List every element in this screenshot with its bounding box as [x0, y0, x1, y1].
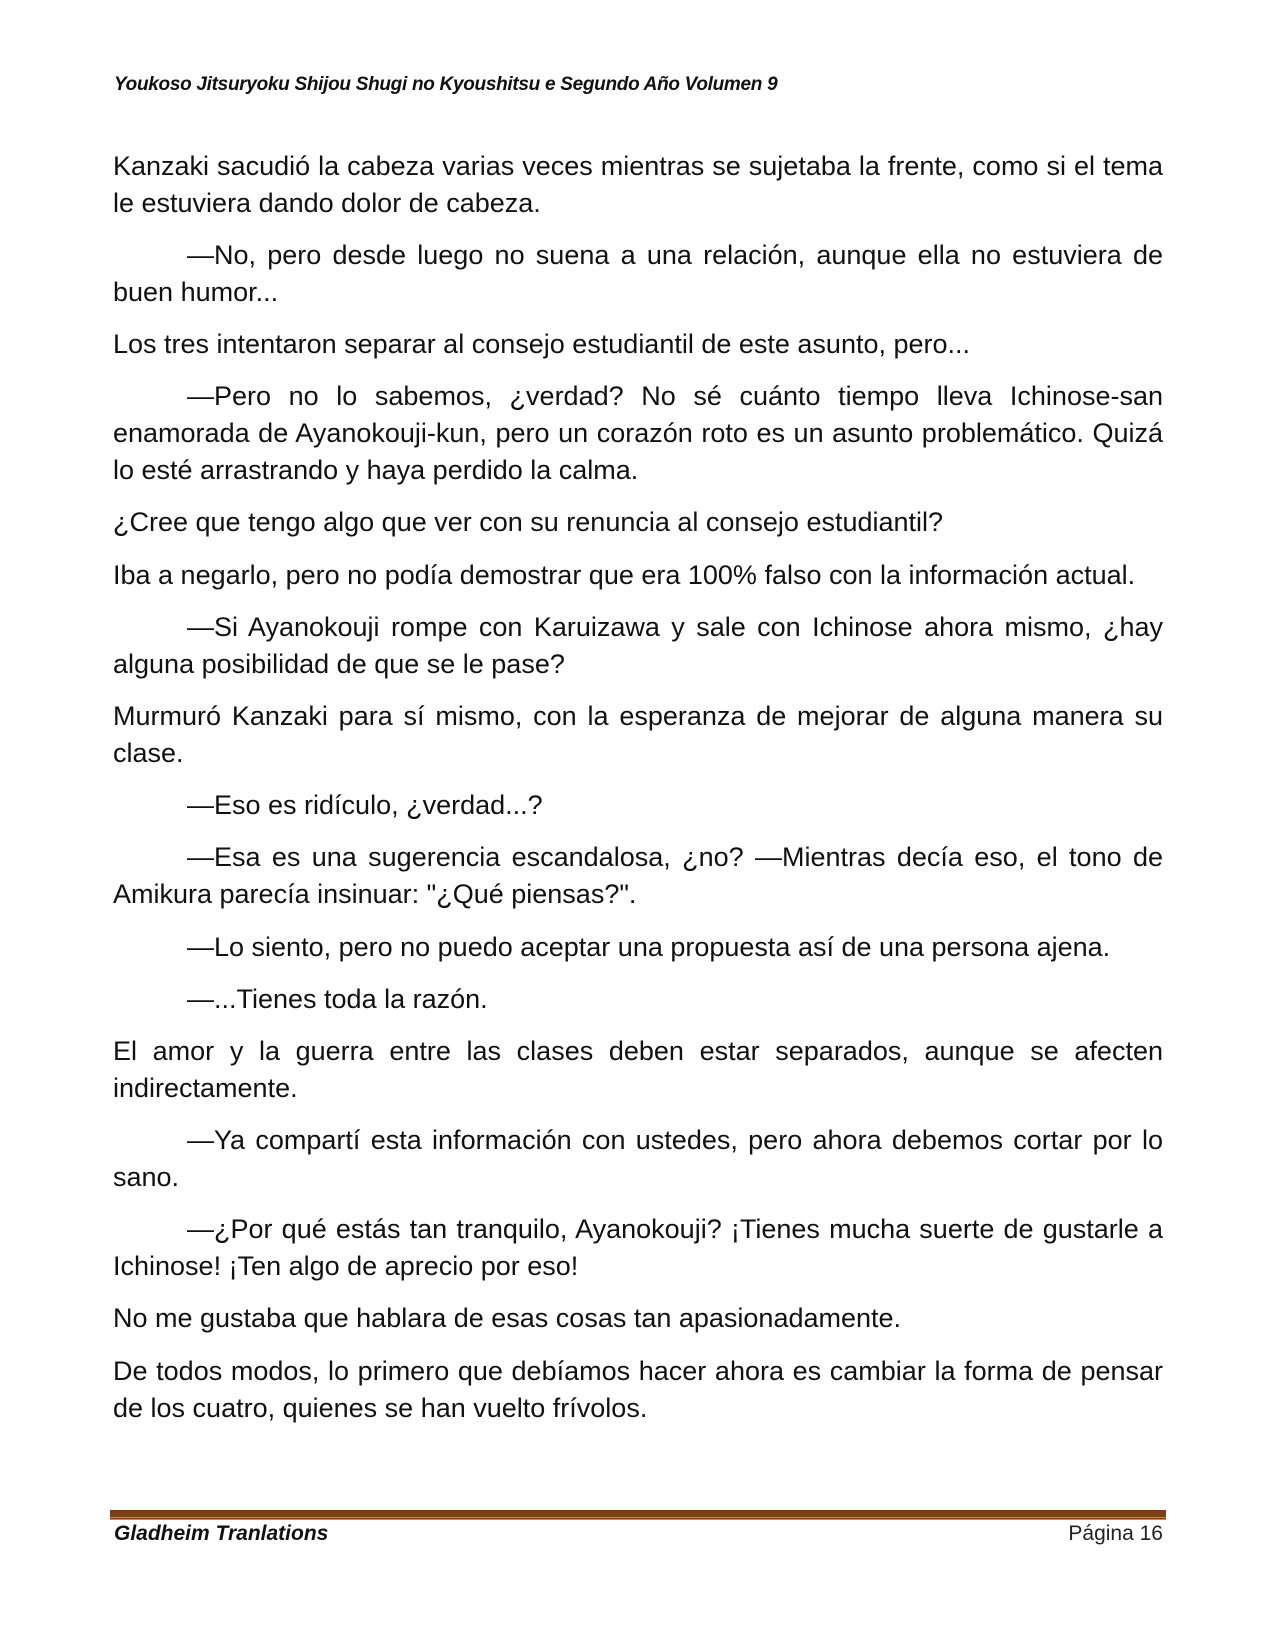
page-number: Página 16	[1068, 1522, 1163, 1545]
footer-rule	[110, 1510, 1166, 1520]
paragraph: Iba a negarlo, pero no podía demostrar que era 100% falso con la información actual.	[113, 559, 1136, 590]
paragraph: —Pero no lo sabemos, ¿verdad? No sé cuánto tiempo lleva Ichinose-san enamorada de Ayanokouji-kun, pero un corazón roto es un asunto problemático. Quizá lo esté arrastrando y haya perdido la calma.	[113, 381, 1163, 486]
footer-credit: Gladheim Tranlations	[114, 1522, 329, 1545]
paragraph: ¿Cree que tengo algo que ver con su renuncia al consejo estudiantil?	[113, 507, 944, 538]
page-body	[113, 148, 1163, 1442]
paragraph: Murmuró Kanzaki para sí mismo, con la esperanza de mejorar de alguna manera su clase.	[113, 701, 1163, 768]
paragraph: —¿Por qué estás tan tranquilo, Ayanokouji? ¡Tienes mucha suerte de gustarle a Ichinose! ¡Ten algo de aprecio por eso!	[113, 1214, 1163, 1282]
running-header: Youkoso Jitsuryoku Shijou Shugi no Kyoushitsu e Segundo Año Volumen 9	[114, 74, 778, 95]
paragraph: —No, pero desde luego no suena a una relación, aunque ella no estuviera de buen humor...	[113, 240, 1163, 307]
paragraph: —Esa es una sugerencia escandalosa, ¿no? —Mientras decía eso, el tono de Amikura parecía insinuar: "¿Qué piensas?".	[113, 842, 1163, 910]
paragraph: —Eso es ridículo, ¿verdad...?	[187, 790, 543, 821]
paragraph: —Lo siento, pero no puedo aceptar una propuesta así de una persona ajena.	[187, 931, 1111, 962]
paragraph: De todos modos, lo primero que debíamos hacer ahora es cambiar la forma de pensar de los cuatro, quienes se han vuelto frívolos.	[113, 1355, 1163, 1423]
paragraph: —Ya compartí esta información con ustedes, pero ahora debemos cortar por lo sano.	[113, 1125, 1163, 1193]
paragraph: El amor y la guerra entre las clases deben estar separados, aunque se afecten indirectamente.	[113, 1036, 1163, 1103]
paragraph: Los tres intentaron separar al consejo estudiantil de este asunto, pero...	[113, 329, 971, 360]
paragraph: No me gustaba que hablara de esas cosas tan apasionadamente.	[113, 1303, 902, 1334]
paragraph: Kanzaki sacudió la cabeza varias veces mientras se sujetaba la frente, como si el tema le estuviera dando dolor de cabeza.	[113, 151, 1163, 218]
paragraph: —...Tienes toda la razón.	[187, 983, 488, 1014]
paragraph: —Si Ayanokouji rompe con Karuizawa y sale con Ichinose ahora mismo, ¿hay alguna posibilidad de que se le pase?	[113, 611, 1163, 679]
